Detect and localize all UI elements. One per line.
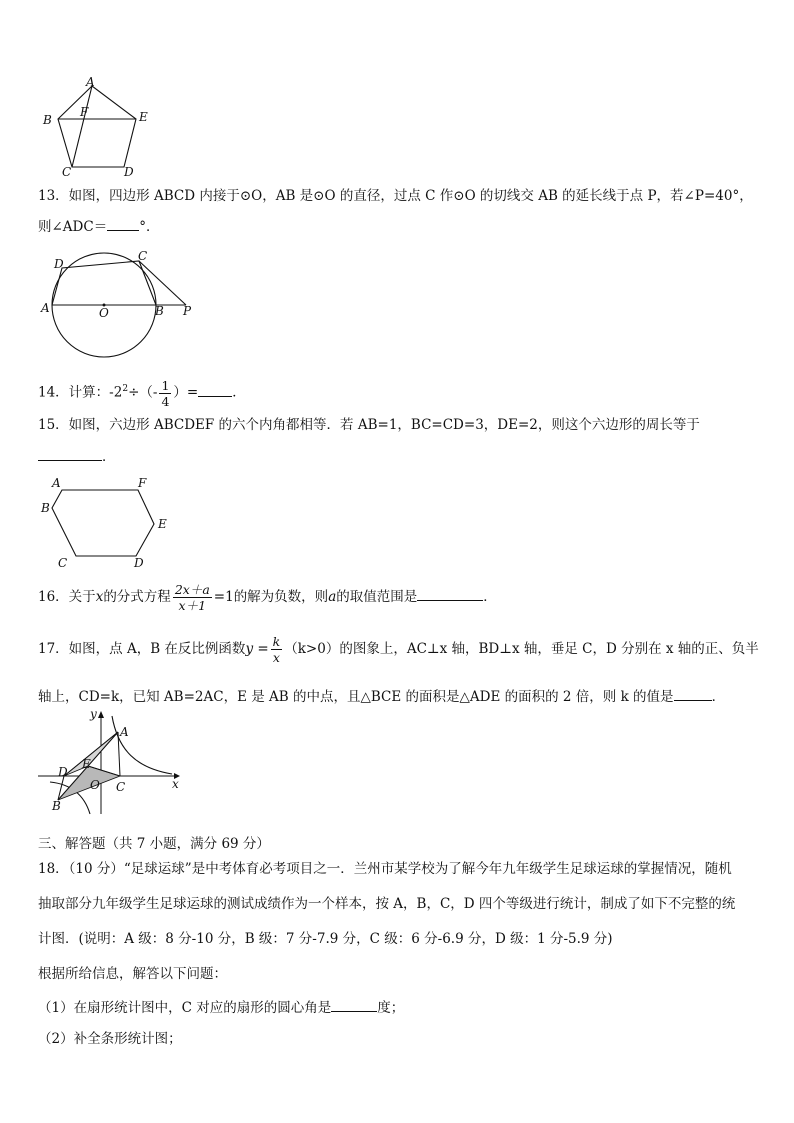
fig17-label-a: A (120, 725, 129, 739)
fig13-label-o: O (99, 306, 109, 320)
fig12-label-a: A (86, 76, 95, 89)
fig15-label-e: E (158, 517, 167, 531)
q17-line2 (38, 686, 725, 707)
q18-line3: 计图．(说明：A 级：8 分-10 分，B 级：7 分-7.9 分，C 级：6 分-6.9 分，D 级：1 分-5.9 分) (38, 931, 613, 947)
q13-line1: 13．如图，四边形 ABCD 内接于⊙O，AB 是⊙O 的直径，过点 C 作⊙O 的切线交 AB 的延长线于点 P，若∠P=40°， (38, 188, 753, 204)
q13-line2 (38, 216, 159, 237)
fig17-label-y: y (90, 707, 97, 721)
q17-line2-end: ． (711, 689, 726, 705)
q18-line4: 根据所给信息，解答以下问题： (38, 966, 227, 982)
q18-sub1-post: 度； (377, 1000, 405, 1016)
q14-pre: 14．计算：-2 (38, 384, 123, 401)
fig12-label-e: E (139, 110, 148, 124)
q15-line2 (38, 446, 116, 467)
fig12-label-b: B (43, 113, 52, 127)
hexagon-figure (38, 474, 178, 572)
q17-answer-blank[interactable] (674, 686, 712, 701)
q14-fraction (159, 378, 171, 409)
pentagon-figure (40, 76, 160, 176)
q13-line2-post: °． (139, 219, 160, 235)
fig15-label-d: D (134, 556, 144, 570)
q17-line2-text: 轴上，CD=k，已知 AB=2AC，E 是 AB 的中点，且△BCE 的面积是△ADE 的面积的 2 倍，则 k 的值是 (38, 689, 674, 705)
q13-line2-pre: 则∠ADC＝ (38, 219, 108, 235)
fig17-label-d: D (58, 765, 68, 779)
fig17-label-e: E (82, 757, 91, 771)
fig13-label-d: D (54, 257, 64, 271)
q13-answer-blank[interactable] (107, 216, 139, 231)
q16-mid2: 的解为负数，则 (233, 589, 329, 605)
fig15-label-c: C (58, 556, 68, 570)
q16-pre: 16．关于 (38, 589, 96, 605)
q16-answer-blank[interactable] (417, 586, 483, 601)
q17-fraction (271, 634, 283, 665)
q16-end: ． (483, 589, 497, 605)
fig15-label-a: A (52, 476, 61, 490)
q14-den: 4 (161, 393, 170, 409)
q17-line1 (38, 632, 759, 666)
fig17-label-x: x (172, 777, 179, 791)
fig12-label-d: D (124, 165, 134, 176)
q17-den: x (272, 650, 280, 665)
q18-sub1 (38, 997, 404, 1018)
fig12-label-c: C (62, 165, 72, 176)
q17-pre: 17．如图，点 A，B 在反比例函数 (38, 641, 246, 657)
pentagon-shape (58, 86, 136, 167)
fig15-label-b: B (41, 501, 50, 515)
fig13-label-b: B (155, 304, 164, 318)
q14-answer-blank[interactable] (198, 382, 232, 397)
q14-line (38, 374, 246, 409)
q17-line1-post: （k>0）的图象上，AC⊥x 轴，BD⊥x 轴，垂足 C，D 分别在 x 轴的正、负半 (284, 641, 759, 657)
q18-line2: 抽取部分九年级学生足球运球的测试成绩作为一个样本，按 A，B，C，D 四个等级进行统计，制成了如下不完整的统 (38, 896, 736, 912)
q18-sub2: （2）补全条形统计图； (38, 1031, 182, 1047)
fig13-label-c: C (138, 249, 148, 263)
q14-num: 1 (161, 377, 170, 393)
q18-sub1-answer-blank[interactable] (331, 997, 377, 1012)
fig13-label-a: A (41, 301, 50, 315)
q16-mid1: 的分式方程 (103, 589, 171, 605)
circle-figure (38, 246, 198, 360)
hexagon-shape (52, 490, 154, 556)
q16-fraction (173, 582, 212, 613)
q18-line1: 18．（10 分）“足球运球”是中考体育必考项目之一．兰州市某学校为了解今年九年级学生足球运球的掌握情况，随机 (38, 861, 732, 877)
q14-mid: ÷（- (128, 384, 158, 401)
y-axis-arrow (98, 711, 104, 718)
q16-var-x: x (95, 589, 104, 605)
q16-mid3: 的取值范围是 (336, 589, 418, 605)
q16-den: x＋1 (178, 598, 207, 613)
segment-ac (72, 86, 92, 167)
q15-line1: 15．如图，六边形 ABCDEF 的六个内角都相等．若 AB=1，BC=CD=3，DE=2，则这个六边形的周长等于 (38, 417, 700, 433)
q16-eq: =1 (213, 589, 234, 605)
section3-heading: 三、解答题（共 7 小题，满分 69 分） (38, 836, 270, 852)
fig17-label-b: B (52, 799, 61, 813)
q16-line (38, 580, 497, 614)
q15-line2-end: ． (102, 449, 116, 465)
fig17-label-o: O (90, 778, 100, 792)
fig13-label-p: P (183, 304, 192, 318)
q14-end: ． (232, 384, 246, 401)
q17-func-y: y = (245, 641, 269, 657)
q15-answer-blank[interactable] (38, 446, 102, 461)
hyperbola-figure (36, 706, 186, 816)
fig12-label-f: F (80, 105, 89, 119)
q14-post: ）= (173, 384, 199, 401)
fig15-label-f: F (138, 476, 147, 490)
fig17-label-c: C (116, 780, 126, 794)
q16-num: 2x＋a (174, 582, 210, 597)
q18-sub1-pre: （1）在扇形统计图中，C 对应的扇形的圆心角是 (38, 1000, 332, 1016)
q14-exponent: 2 (122, 384, 129, 394)
q16-var-a: a (328, 589, 337, 605)
tangent-cp (139, 261, 186, 305)
q17-num: k (272, 634, 281, 649)
